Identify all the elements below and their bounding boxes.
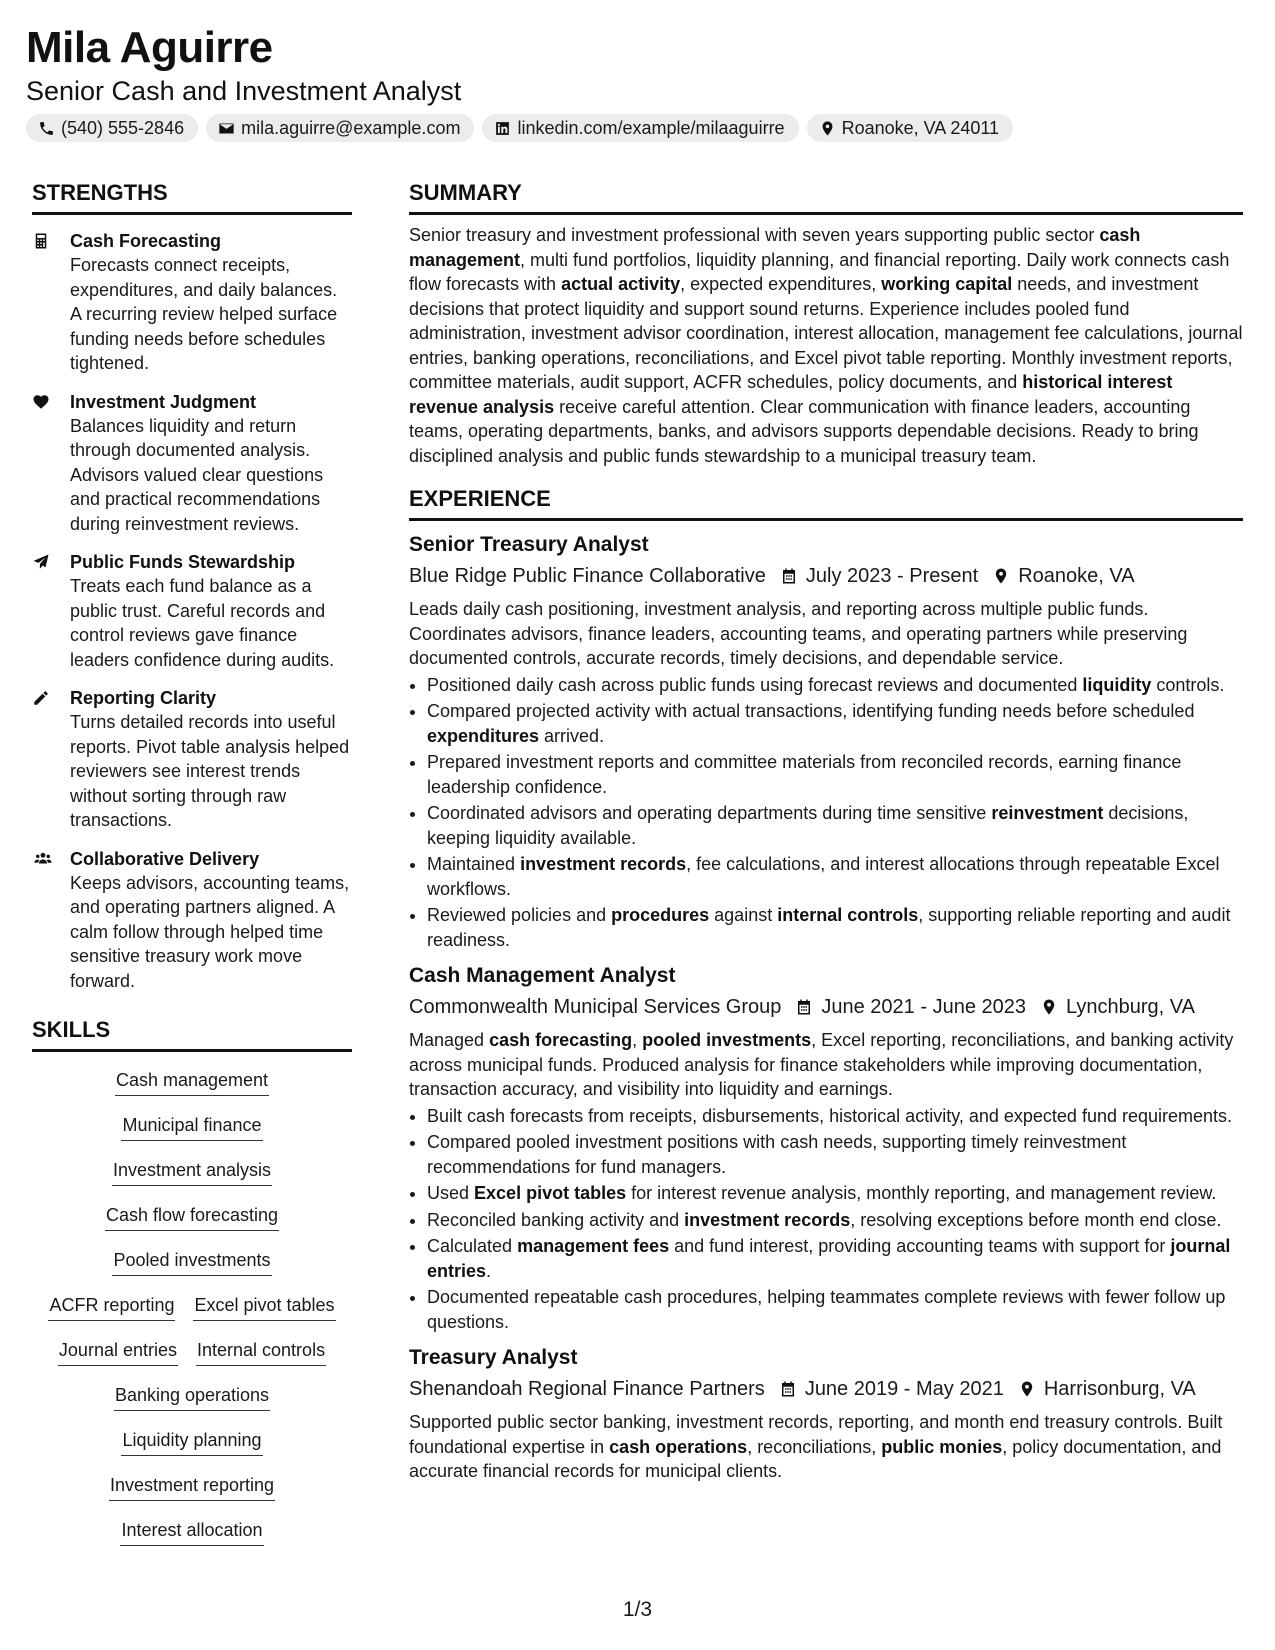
calculator-icon [32, 232, 50, 250]
emphasis-text: management fees [517, 1236, 670, 1256]
skills-heading: SKILLS [32, 1017, 352, 1052]
strength-text: Turns detailed records into useful reports. Pivot table analysis helped reviewers see interest trends without sorting through raw transactions. [70, 712, 350, 830]
text-run: decisions, keeping liquidity available. [427, 803, 1189, 848]
skill-row [121, 1420, 262, 1465]
contact-email[interactable] [206, 114, 474, 142]
text-run: Reviewed policies and [427, 905, 612, 925]
text-run: Reconciled banking activity and [427, 1209, 685, 1230]
skills-list [32, 1060, 352, 1555]
map-pin-icon [819, 120, 836, 137]
job-bullets [409, 1104, 1243, 1335]
bullet-item [427, 1234, 1243, 1283]
job-company: Commonwealth Municipal Services Group [409, 996, 782, 1018]
job-dates: June 2019 - May 2021 [804, 1378, 1004, 1400]
bullet-item [427, 1130, 1243, 1179]
text-run: , [632, 1030, 643, 1050]
map-pin-icon [992, 567, 1010, 585]
strength-text: Balances liquidity and return through documented analysis. Advisors valued clear questions and practical recommendations during reinvestment reviews. [70, 415, 324, 534]
strength-text: Keeps advisors, accounting teams, and operating partners aligned. A calm follow through helped time sensitive treasury work move forward. [70, 872, 350, 991]
emphasis-text: investment records [520, 854, 687, 874]
bullet-item [427, 1285, 1243, 1334]
page-number: 1/3 [622, 1598, 653, 1621]
emphasis-text: historical interest revenue analysis [409, 372, 1173, 417]
skill-row [112, 1150, 272, 1195]
contact-linkedin[interactable] [482, 114, 798, 142]
skill-tag: Banking operations [114, 1383, 270, 1411]
text-run: controls. [1151, 674, 1225, 695]
pencil-icon [32, 689, 50, 707]
phone-icon [38, 120, 55, 137]
strength-title: Collaborative Delivery [70, 848, 260, 869]
strength-title: Cash Forecasting [70, 231, 222, 251]
text-run: Maintained [427, 854, 521, 874]
paper-plane-icon [32, 553, 50, 571]
emphasis-text: reinvestment [991, 803, 1104, 823]
bullet-item [427, 852, 1243, 901]
strength-item [32, 229, 352, 376]
emphasis-text: cash management [409, 225, 1141, 270]
bullet-item [427, 1104, 1243, 1129]
emphasis-text: actual activity [561, 274, 681, 294]
skill-tag: Investment analysis [112, 1158, 272, 1186]
text-run: Coordinated advisors and operating departments during time sensitive [427, 803, 992, 823]
strength-text: Treats each fund balance as a public trust. Careful records and control reviews gave finance leaders confidence during audits. [70, 576, 335, 670]
text-run: Senior treasury and investment professional with seven years supporting public sector [409, 225, 1100, 245]
bullet-item [427, 1208, 1243, 1233]
text-run: , expected expenditures, [680, 274, 882, 294]
linkedin-icon [494, 120, 511, 137]
text-run: Compared projected activity with actual transactions, identifying funding needs before scheduled [427, 701, 1195, 721]
text-run: and fund interest, providing accounting teams with support for [669, 1236, 1171, 1256]
bullet-item [427, 699, 1243, 748]
text-run: Compared pooled investment positions with cash needs, supporting timely reinvestment recommendations for fund managers. [427, 1132, 1127, 1177]
text-run: Supported public sector banking, investment records, reporting, and month end treasury controls. Built foundational expertise in [409, 1412, 1223, 1457]
skill-tag: Cash management [115, 1068, 269, 1096]
skill-tag: Excel pivot tables [193, 1293, 335, 1321]
job-location: Harrisonburg, VA [1043, 1378, 1196, 1400]
job-meta [409, 561, 1243, 591]
job-description [409, 1028, 1243, 1102]
text-run: , multi fund portfolios, liquidity planning, and financial reporting. Daily work connects cash flow forecasts with [409, 249, 1230, 294]
map-pin-icon [1018, 1380, 1036, 1398]
right-column [409, 180, 1243, 1484]
job-entry [409, 531, 1243, 952]
job-title: Treasury Analyst [409, 1346, 578, 1369]
job-dates: July 2023 - Present [805, 565, 979, 587]
contact-phone-text: (540) 555-2846 [61, 117, 185, 138]
candidate-name: Mila Aguirre [26, 23, 273, 72]
contact-bar [26, 114, 1013, 142]
contact-location[interactable] [807, 114, 1013, 142]
emphasis-text: liquidity [1082, 674, 1152, 695]
text-run: , reconciliations, [747, 1436, 882, 1457]
skill-row [58, 1330, 326, 1375]
strength-title: Reporting Clarity [70, 688, 217, 708]
job-company: Blue Ridge Public Finance Collaborative [409, 565, 766, 587]
job-description [409, 1410, 1243, 1484]
job-dates: June 2021 - June 2023 [821, 996, 1026, 1018]
calendar-icon [779, 1380, 797, 1398]
skill-tag: Internal controls [196, 1338, 326, 1366]
job-company: Shenandoah Regional Finance Partners [409, 1378, 765, 1400]
strength-item [32, 550, 352, 672]
text-run: against [709, 905, 778, 925]
skill-tag: Investment reporting [109, 1473, 275, 1501]
contact-email-text: mila.aguirre@example.com [241, 117, 461, 138]
skill-row [120, 1510, 263, 1555]
skill-row [115, 1060, 269, 1105]
contact-linkedin-text: linkedin.com/example/milaaguirre [517, 117, 785, 138]
text-run: Leads daily cash positioning, investment analysis, and reporting across multiple public funds. Coordinates advisors, finance leaders, accounting teams, and operating partners while preserving documented controls, accurate records, timely decisions, and dependable service. [409, 599, 1188, 668]
experience-heading: EXPERIENCE [409, 486, 1243, 521]
text-run: Positioned daily cash across public funds using forecast reviews and documented [427, 674, 1083, 695]
left-column [32, 180, 352, 1555]
calendar-icon [795, 998, 813, 1016]
text-run: Built cash forecasts from receipts, disbursements, historical activity, and expected fund requirements. [427, 1105, 1233, 1126]
text-run: , policy documentation, and accurate financial records for municipal clients. [409, 1436, 1222, 1481]
emphasis-text: public monies [881, 1436, 1003, 1457]
emphasis-text: pooled investments [642, 1030, 812, 1050]
heart-icon [32, 393, 50, 411]
skill-row [109, 1465, 275, 1510]
bullet-item [427, 903, 1243, 952]
job-bullets [409, 673, 1243, 953]
skill-tag: Liquidity planning [121, 1428, 262, 1456]
emphasis-text: cash operations [609, 1436, 748, 1457]
skill-tag: Journal entries [58, 1338, 178, 1366]
text-run: receive careful attention. Clear communication with finance leaders, accounting teams, operating departments, banks, and advisors supports dependable decisions. Ready to bring disciplined analysis and public funds stewardship to a municipal treasury team. [409, 396, 1199, 466]
emphasis-text: cash forecasting [489, 1030, 633, 1050]
job-entry [409, 1344, 1243, 1484]
text-run: , Excel reporting, reconciliations, and banking activity across municipal funds. Produced analysis for finance stakeholders while improving documentation, transaction accuracy, and visibility into liquidity and earnings. [409, 1030, 1234, 1099]
text-run: Documented repeatable cash procedures, helping teammates complete reviews with fewer follow up questions. [427, 1287, 1226, 1332]
emphasis-text: Excel pivot tables [474, 1183, 627, 1203]
strength-text: Forecasts connect receipts, expenditures, and daily balances. A recurring review helped surface funding needs before schedules tightened. [70, 255, 338, 373]
skill-tag: Interest allocation [120, 1518, 263, 1546]
bullet-item [427, 750, 1243, 799]
users-icon [32, 850, 54, 868]
job-meta [409, 1374, 1243, 1404]
candidate-title: Senior Cash and Investment Analyst [26, 76, 462, 106]
job-entry [409, 962, 1243, 1334]
job-title: Cash Management Analyst [409, 964, 676, 987]
text-run: Used [427, 1183, 475, 1203]
map-pin-icon [1040, 998, 1058, 1016]
calendar-icon [780, 567, 798, 585]
emphasis-text: internal controls [777, 905, 919, 925]
contact-location-text: Roanoke, VA 24011 [841, 117, 1000, 138]
emphasis-text: working capital [881, 274, 1013, 294]
strength-item [32, 686, 352, 833]
skill-row [48, 1285, 335, 1330]
contact-phone[interactable] [26, 114, 198, 142]
emphasis-text: journal entries [427, 1236, 1231, 1281]
experience-list [409, 531, 1243, 1484]
skill-tag: Municipal finance [121, 1113, 262, 1141]
skill-tag: ACFR reporting [48, 1293, 175, 1321]
text-run: , fee calculations, and interest allocations through repeatable Excel workflows. [427, 854, 1220, 899]
strength-item [32, 847, 352, 994]
strength-item [32, 390, 352, 537]
text-run: needs, and investment decisions that protect liquidity and support sound returns. Experience includes pooled fund administration, investment advisor coordination, interest allocation, management fee calculations, journal entries, banking operations, reconciliations, and Excel pivot table reporting. Monthly investment reports, committee materials, audit support, ACFR schedules, policy documents, and [409, 274, 1243, 392]
job-location: Lynchburg, VA [1065, 996, 1195, 1018]
skill-row [114, 1375, 270, 1420]
text-run: , resolving exceptions before month end close. [850, 1209, 1222, 1230]
job-title: Senior Treasury Analyst [409, 533, 649, 556]
skill-row [121, 1105, 262, 1150]
skill-row [105, 1195, 279, 1240]
envelope-icon [218, 120, 235, 137]
text-run: . [486, 1260, 492, 1281]
emphasis-text: procedures [611, 905, 710, 925]
strength-title: Public Funds Stewardship [70, 552, 296, 572]
bullet-item [427, 801, 1243, 850]
skill-tag: Cash flow forecasting [105, 1203, 279, 1231]
emphasis-text: expenditures [427, 725, 540, 746]
text-run: for interest revenue analysis, monthly reporting, and management review. [626, 1183, 1217, 1203]
skill-row [112, 1240, 271, 1285]
emphasis-text: investment records [684, 1209, 851, 1230]
bullet-item [427, 673, 1243, 698]
job-description [409, 597, 1243, 671]
strength-title: Investment Judgment [70, 391, 257, 412]
job-location: Roanoke, VA [1018, 565, 1135, 587]
text-run: arrived. [539, 725, 605, 746]
text-run: Prepared investment reports and committee materials from reconciled records, earning finance leadership confidence. [427, 752, 1182, 797]
bullet-item [427, 1181, 1243, 1206]
text-run: Calculated [427, 1236, 518, 1256]
strengths-heading: STRENGTHS [32, 180, 352, 215]
summary-text [409, 223, 1243, 468]
skill-tag: Pooled investments [112, 1248, 271, 1276]
job-meta [409, 992, 1243, 1022]
text-run: , supporting reliable reporting and audit readiness. [427, 905, 1231, 950]
summary-heading: SUMMARY [409, 180, 1243, 215]
text-run: Managed [409, 1030, 490, 1050]
